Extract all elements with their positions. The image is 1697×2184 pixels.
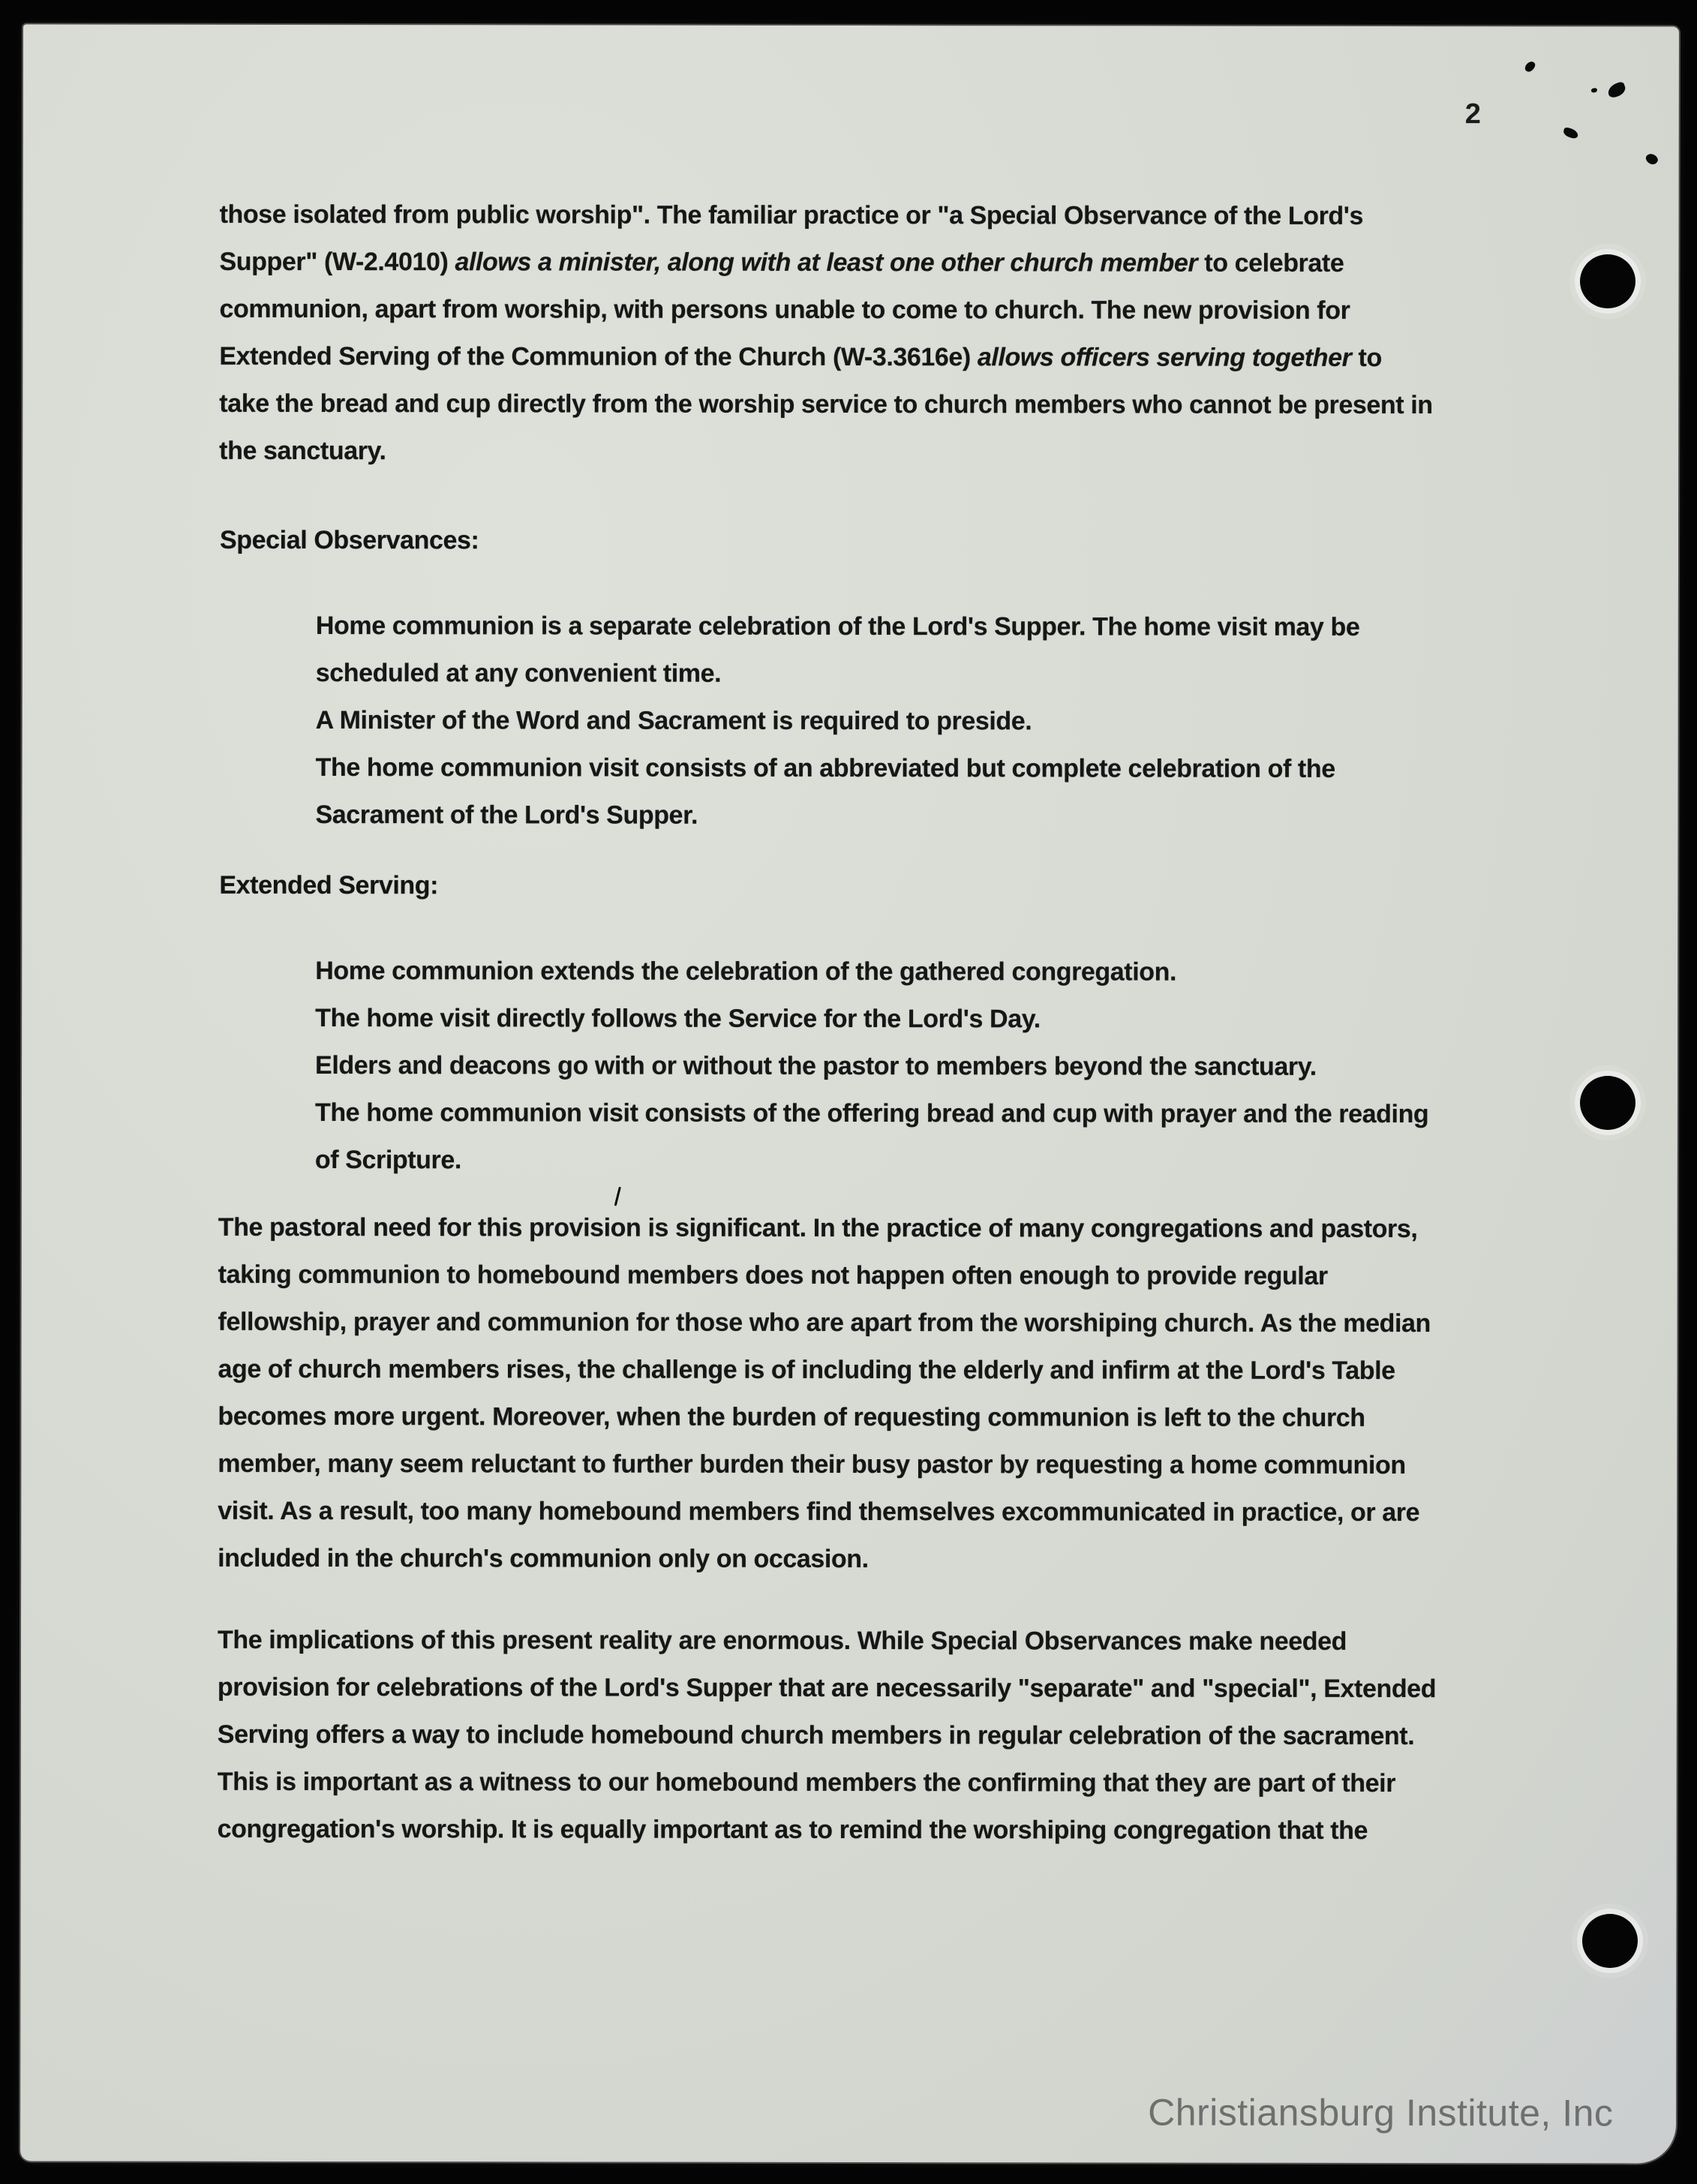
text-line: [315, 1089, 1428, 1138]
paragraph-implications: [218, 1617, 1437, 1855]
ink-speck-icon: [1591, 88, 1597, 92]
list-extended-serving: [315, 948, 1429, 1185]
ink-speck-icon: [1563, 127, 1579, 140]
hole-punch-icon: [1580, 1076, 1635, 1130]
hole-punch-icon: [1582, 1914, 1638, 1968]
section-heading-special-observances: Special Observances:: [220, 525, 479, 555]
text-span: The pastoral need for this provision is significant. In the practice of many congregations and pastors,: [218, 1212, 1418, 1244]
text-span: included in the church's communion only on occasion.: [218, 1543, 869, 1574]
italic-text: allows a minister, along with at least one other church member: [455, 248, 1198, 278]
text-span: taking communion to homebound members does not happen often enough to provide regular: [218, 1260, 1328, 1290]
text-span: becomes more urgent. Moreover, when the burden of requesting communion is left to the church: [218, 1401, 1365, 1432]
ink-speck-icon: [1524, 59, 1537, 74]
text-span: visit. As a result, too many homebound members find themselves excommunicated in practice, or are: [218, 1496, 1420, 1528]
text-line: [315, 792, 1359, 840]
section-heading-extended-serving: Extended Serving:: [219, 870, 439, 900]
text-span: The home communion visit consists of the offering bread and cup with prayer and the reading: [314, 1098, 1429, 1129]
watermark: Christiansburg Institute, Inc: [1148, 2091, 1614, 2134]
text-line: [218, 1440, 1430, 1489]
text-line: [218, 1806, 1436, 1855]
text-span: The home communion visit consists of an abbreviated but complete celebration of the: [315, 753, 1335, 783]
text-line: [219, 428, 1432, 476]
text-line: [316, 650, 1360, 698]
text-line: [315, 995, 1428, 1044]
text-line: [218, 1617, 1436, 1666]
text-span: Supper" (W-2.4010): [219, 247, 455, 277]
text-span: The implications of this present reality are enormous. While Special Observances make needed: [217, 1625, 1347, 1656]
list-special-observances: [315, 602, 1359, 840]
ink-speck-icon: [1644, 152, 1659, 167]
text-span: of Scripture.: [314, 1146, 461, 1175]
text-span: congregation's worship. It is equally important as to remind the worshiping congregation that the: [217, 1814, 1368, 1845]
italic-text: allows officers serving together: [977, 343, 1352, 372]
text-span: to celebrate: [1197, 248, 1344, 278]
text-span: Sacrament of the Lord's Supper.: [315, 801, 698, 830]
text-line: [219, 380, 1432, 429]
ink-speck-icon: [614, 1187, 621, 1206]
text-line: [218, 1664, 1436, 1713]
text-span: the sanctuary.: [219, 436, 386, 466]
text-span: provision for celebrations of the Lord's Supper that are necessarily "separate" and "special", Extended: [217, 1672, 1437, 1704]
text-span: Serving offers a way to include homebound church members in regular celebration of the sacrament.: [217, 1720, 1415, 1751]
text-span: Extended Serving of the Communion of the Church (W-3.3616e): [219, 341, 978, 372]
text-span: This is important as a witness to our homebound members the confirming that they are part of their: [217, 1767, 1396, 1798]
text-line: [218, 1488, 1430, 1537]
paragraph-pastoral-need: [218, 1204, 1431, 1584]
page-number: 2: [1464, 98, 1481, 131]
hole-punch-icon: [1580, 254, 1635, 308]
text-span: member, many seem reluctant to further burden their busy pastor by requesting a home communion: [218, 1449, 1406, 1480]
text-line: [218, 1251, 1431, 1300]
text-span: Home communion is a separate celebration of the Lord's Supper. The home visit may be: [315, 611, 1360, 641]
text-line: [218, 1346, 1430, 1395]
text-line: [315, 1042, 1428, 1091]
text-line: [219, 333, 1432, 382]
text-line: [218, 1759, 1436, 1807]
text-span: Elders and deacons go with or without the pastor to members beyond the sanctuary.: [315, 1051, 1317, 1081]
text-line: [316, 744, 1360, 793]
text-line: [316, 697, 1360, 746]
text-line: [218, 1299, 1431, 1347]
text-span: take the bread and cup directly from the worship service to church members who cannot be present in: [219, 389, 1433, 420]
text-line: [316, 602, 1360, 651]
text-span: The home visit directly follows the Service for the Lord's Day.: [315, 1004, 1041, 1034]
text-span: fellowship, prayer and communion for those who are apart from the worshiping church. As the median: [218, 1307, 1431, 1338]
ink-speck-icon: [1606, 81, 1627, 99]
text-line: [220, 239, 1433, 287]
text-line: [218, 1204, 1431, 1253]
text-span: Home communion extends the celebration of the gathered congregation.: [315, 957, 1177, 987]
text-line: [219, 286, 1432, 335]
text-span: scheduled at any convenient time.: [315, 659, 722, 688]
text-line: [218, 1393, 1430, 1442]
paragraph-intro: [219, 191, 1433, 476]
text-span: to: [1351, 343, 1382, 372]
text-line: [220, 191, 1433, 240]
scanned-page: [20, 24, 1679, 2163]
text-span: A Minister of the Word and Sacrament is required to preside.: [315, 706, 1032, 736]
text-line: [218, 1535, 1430, 1584]
text-line: [218, 1711, 1436, 1760]
text-span: age of church members rises, the challenge is of including the elderly and infirm at the Lord's Table: [218, 1354, 1395, 1386]
text-line: [315, 948, 1428, 996]
text-span: communion, apart from worship, with persons unable to come to church. The new provision for: [219, 294, 1350, 325]
text-line: [315, 1137, 1428, 1185]
text-span: those isolated from public worship". The familiar practice or "a Special Observance of the Lord's: [219, 200, 1364, 230]
